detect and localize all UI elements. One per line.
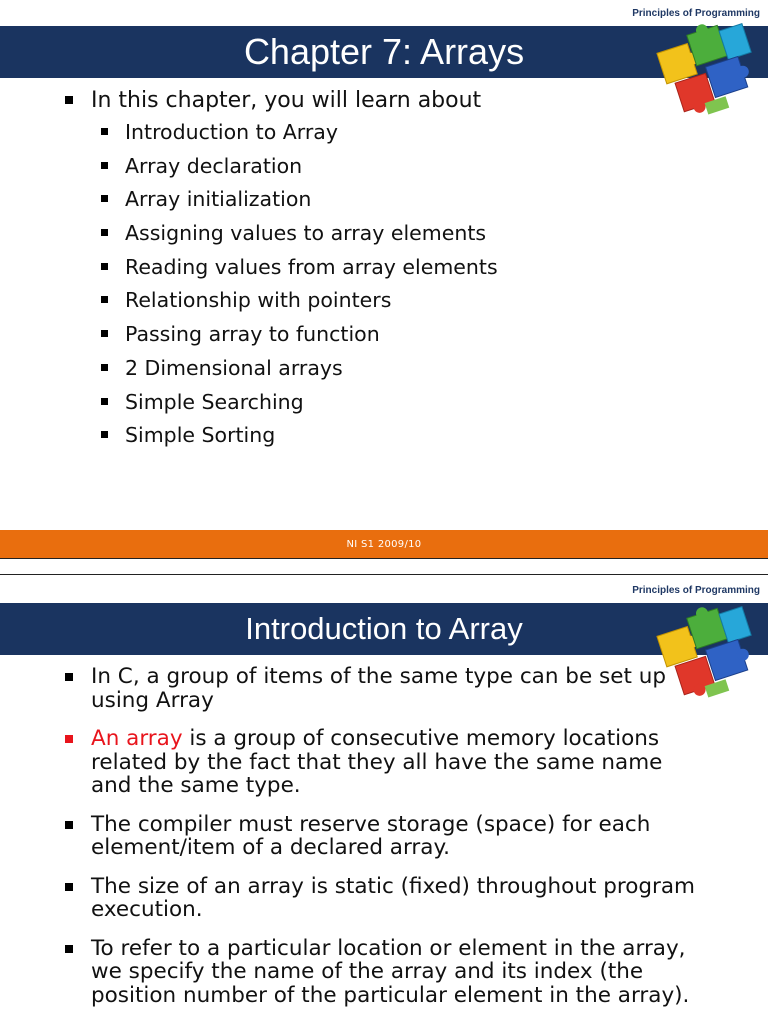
highlight-term: An array — [91, 726, 183, 751]
lead-text: In this chapter, you will learn about — [91, 88, 482, 113]
list-item — [100, 318, 498, 352]
list-item — [64, 727, 704, 798]
slide-title-band — [0, 603, 768, 655]
list-item — [64, 665, 704, 712]
list-item — [100, 419, 498, 453]
bullet-icon — [101, 128, 108, 135]
course-header: Principles of Programming — [632, 8, 760, 19]
list-item — [100, 251, 498, 285]
list-item — [100, 352, 498, 386]
list-item — [64, 813, 704, 860]
list-item — [100, 116, 498, 150]
bullet-icon — [65, 821, 73, 829]
bullet-icon — [101, 296, 108, 303]
bullet-icon — [65, 96, 73, 104]
topic-label: Array declaration — [125, 153, 303, 178]
slide-title: Chapter 7: Arrays — [243, 31, 525, 72]
chapter-overview — [64, 86, 481, 116]
bullet-icon — [65, 945, 73, 953]
topic-label: Passing array to function — [125, 322, 380, 347]
list-item — [100, 150, 498, 184]
list-item — [64, 86, 481, 116]
course-header: Principles of Programming — [632, 585, 760, 596]
bullet-icon — [101, 229, 108, 236]
bullet-text: To refer to a particular location or element in the array, we specify the name of the array and its index (the position number of the particular element in the array). — [91, 935, 690, 1008]
bullet-icon — [101, 364, 108, 371]
footer-text: NI S1 2009/10 — [346, 538, 422, 550]
bullet-icon — [101, 263, 108, 270]
topic-label: Simple Searching — [125, 389, 304, 414]
slide-title: Introduction to Array — [245, 611, 523, 646]
topic-label: Relationship with pointers — [125, 288, 392, 313]
topic-label: Introduction to Array — [125, 120, 338, 144]
bullet-text: The compiler must reserve storage (space) for each element/item of a declared array. — [91, 811, 651, 860]
bullet-icon — [101, 162, 108, 169]
list-item — [100, 217, 498, 251]
bullet-icon — [101, 330, 108, 337]
list-item — [64, 875, 704, 922]
list-item — [100, 183, 498, 217]
bullet-icon — [101, 431, 108, 438]
bullet-icon — [101, 195, 108, 202]
topic-label: 2 Dimensional arrays — [125, 355, 343, 380]
bullet-icon — [65, 673, 73, 681]
slide-introduction-to-array — [0, 574, 768, 1025]
topic-label: Assigning values to array elements — [125, 221, 487, 246]
slide-footer — [0, 530, 768, 558]
bullet-icon — [65, 883, 73, 891]
bullet-icon — [65, 735, 73, 743]
puzzle-pieces-icon — [654, 16, 764, 120]
topic-label: Simple Sorting — [125, 423, 276, 448]
definition-list — [64, 665, 704, 1022]
bullet-text: The size of an array is static (fixed) throughout program execution. — [91, 873, 696, 922]
topic-list — [100, 116, 498, 453]
slide-title-band — [0, 26, 768, 78]
bullet-text: is a group of consecutive memory locations related by the fact that they all have the same name and the same type. — [91, 726, 663, 798]
topic-label: Reading values from array elements — [125, 254, 498, 279]
list-item — [100, 386, 498, 420]
list-item — [100, 284, 498, 318]
bullet-icon — [101, 398, 108, 405]
bullet-text: In C, a group of items of the same type can be set up using Array — [91, 664, 666, 713]
topic-label: Array initialization — [125, 187, 312, 212]
list-item — [64, 937, 704, 1008]
